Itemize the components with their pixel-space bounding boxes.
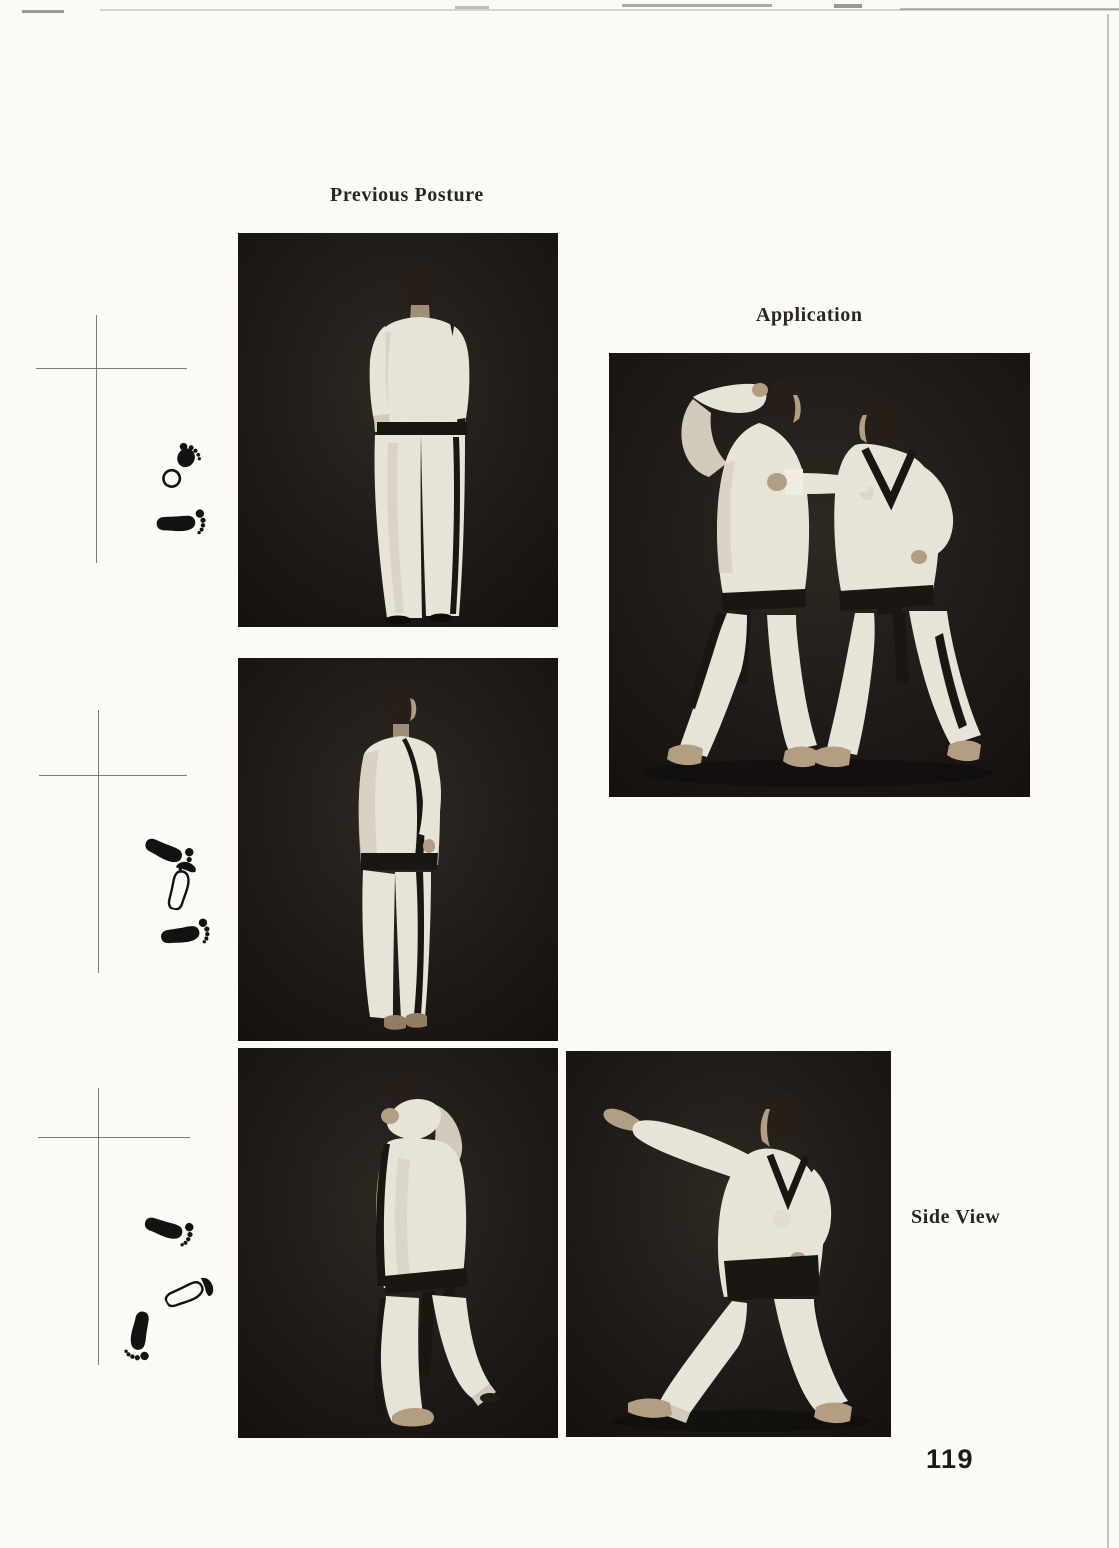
martial-artist-rear-quarter-illustration xyxy=(238,658,558,1041)
photo-previous-posture-step2 xyxy=(238,658,558,1041)
scan-artifact xyxy=(900,8,1119,10)
scan-artifact xyxy=(622,4,772,7)
page-number: 119 xyxy=(926,1444,975,1474)
stance-axis-vertical-line xyxy=(98,710,99,973)
footprint-solid-icon xyxy=(141,1207,199,1249)
scan-artifact xyxy=(834,4,862,8)
photo-previous-posture-step3 xyxy=(238,1048,558,1438)
footprint-solid-icon xyxy=(123,1310,158,1365)
photo-side-view xyxy=(566,1051,891,1437)
scan-artifact xyxy=(22,10,64,13)
photo-application xyxy=(609,353,1030,797)
footprint-solid-icon xyxy=(157,912,214,952)
application-two-practitioners-illustration xyxy=(609,353,1030,797)
footprint-pivot-icon xyxy=(155,437,206,497)
stance-axis-horizontal-line xyxy=(39,775,187,776)
scan-artifact xyxy=(455,6,489,9)
footprint-solid-icon xyxy=(155,503,210,538)
stance-axis-vertical-line xyxy=(96,315,97,563)
previous-posture-heading: Previous Posture xyxy=(330,184,484,206)
stance-axis-vertical-line xyxy=(98,1088,99,1365)
footprint-outline-icon xyxy=(159,1265,219,1316)
photo-previous-posture-step1 xyxy=(238,233,558,627)
side-view-label: Side View xyxy=(911,1206,1001,1228)
page-edge-line xyxy=(1107,14,1109,1548)
martial-artist-turning-step-illustration xyxy=(238,1048,558,1438)
stance-axis-horizontal-line xyxy=(36,368,187,369)
application-heading: Application xyxy=(756,304,863,326)
side-view-strike-illustration xyxy=(566,1051,891,1437)
stance-axis-horizontal-line xyxy=(38,1137,190,1138)
martial-artist-back-view-illustration xyxy=(238,233,558,627)
